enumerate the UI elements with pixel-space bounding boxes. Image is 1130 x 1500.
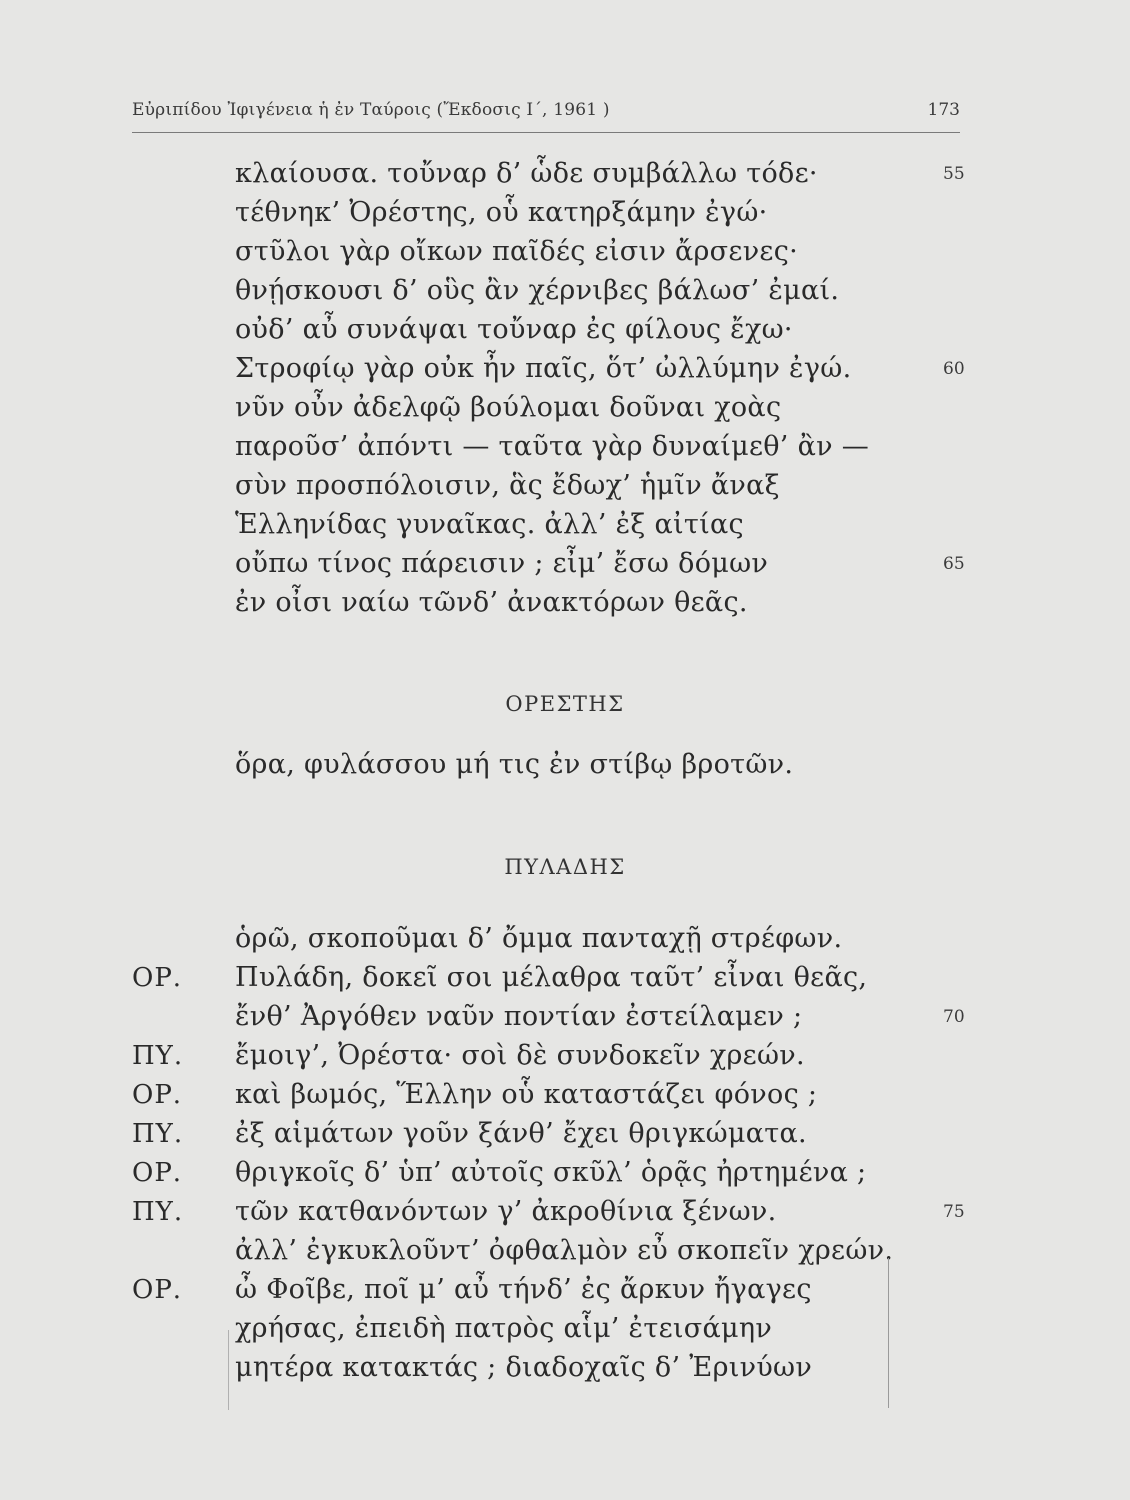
verse-line: ὦ Φοῖβε, ποῖ μ’ αὖ τήνδ’ ἐς ἄρκυν ἤγαγες [235,1274,812,1305]
verse-line: κλαίουσα. τοὔναρ δ’ ὧδε συμβάλλω τόδε· [235,158,818,189]
verse-line: θριγκοῖς δ’ ὑπ’ αὐτοῖς σκῦλ’ ὁρᾷς ἠρτημένα ; [235,1157,867,1188]
verse-line: ἐξ αἱμάτων γοῦν ξάνθ’ ἔχει θριγκώματα. [235,1118,807,1149]
page-number: 173 [927,100,960,120]
speaker-heading-orestes: ΟΡΕΣΤΗΣ [505,692,625,716]
verse-line: ὅρα, φυλάσσου μή τις ἐν στίβῳ βροτῶν. [235,749,794,780]
verse-line: Ἑλληνίδας γυναῖκας. ἀλλ’ ἐξ αἰτίας [235,509,744,540]
line-number: 60 [943,359,965,379]
verse-line: καὶ βωμός, Ἕλλην οὗ καταστάζει φόνος ; [235,1079,818,1110]
speaker-tag: ΟΡ. [132,1158,183,1188]
line-number: 55 [943,164,965,184]
speaker-tag: ΠΥ. [132,1197,184,1227]
verse-line: σὺν προσπόλοισιν, ἃς ἔδωχ’ ἡμῖν ἄναξ [235,470,780,501]
running-title: Εὐριπίδου Ἰφιγένεια ἡ ἐν Ταύροις (Ἔκδοσις Ι΄, 1961 ) [132,100,610,120]
speaker-tag: ΟΡ. [132,963,183,993]
speaker-tag: ΟΡ. [132,1080,183,1110]
verse-line: ὁρῶ, σκοποῦμαι δ’ ὄμμα πανταχῇ στρέφων. [235,923,843,954]
line-number: 65 [943,554,965,574]
verse-line: μητέρα κατακτάς ; διαδοχαῖς δ’ Ἐρινύων [235,1352,813,1383]
verse-line: οὔπω τίνος πάρεισιν ; εἶμ’ ἔσω δόμων [235,548,769,579]
verse-line: οὐδ’ αὖ συνάψαι τοὔναρ ἐς φίλους ἔχω· [235,314,793,345]
verse-line: ἔνθ’ Ἀργόθεν ναῦν ποντίαν ἐστείλαμεν ; [235,1001,803,1032]
speaker-tag: ΠΥ. [132,1041,184,1071]
verse-line: Στροφίῳ γὰρ οὐκ ἦν παῖς, ὅτ’ ὠλλύμην ἐγώ. [235,353,852,384]
speaker-tag: ΟΡ. [132,1275,183,1305]
verse-line: ἐν οἶσι ναίω τῶνδ’ ἀνακτόρων θεᾶς. [235,587,748,618]
verse-line: θνῄσκουσι δ’ οὓς ἂν χέρνιβες βάλωσ’ ἐμαί. [235,275,840,306]
verse-line: Πυλάδη, δοκεῖ σοι μέλαθρα ταῦτ’ εἶναι θεᾶς, [235,962,868,993]
speaker-heading-pylades: ΠΥΛΑΔΗΣ [504,855,626,879]
running-header [132,98,960,133]
verse-line: τῶν κατθανόντων γ’ ἀκροθίνια ξένων. [235,1196,777,1227]
speaker-tag: ΠΥ. [132,1119,184,1149]
verse-line: ἔμοιγ’, Ὀρέστα· σοὶ δὲ συνδοκεῖν χρεών. [235,1040,805,1071]
verse-line: χρήσας, ἐπειδὴ πατρὸς αἷμ’ ἐτεισάμην [235,1313,773,1344]
line-number: 75 [943,1202,965,1222]
line-number: 70 [943,1007,965,1027]
verse-line: ἀλλ’ ἐγκυκλοῦντ’ ὀφθαλμὸν εὖ σκοπεῖν χρεών. [235,1235,894,1266]
verse-line: νῦν οὖν ἀδελφῷ βούλομαι δοῦναι χοὰς [235,392,782,423]
verse-line: παροῦσ’ ἀπόντι — ταῦτα γὰρ δυναίμεθ’ ἂν — [235,431,869,462]
margin-mark [888,1258,892,1408]
margin-mark [228,1330,231,1410]
verse-line: τέθνηκ’ Ὀρέστης, οὗ κατηρξάμην ἐγώ· [235,197,768,228]
verse-line: στῦλοι γὰρ οἴκων παῖδές εἰσιν ἄρσενες· [235,236,799,267]
